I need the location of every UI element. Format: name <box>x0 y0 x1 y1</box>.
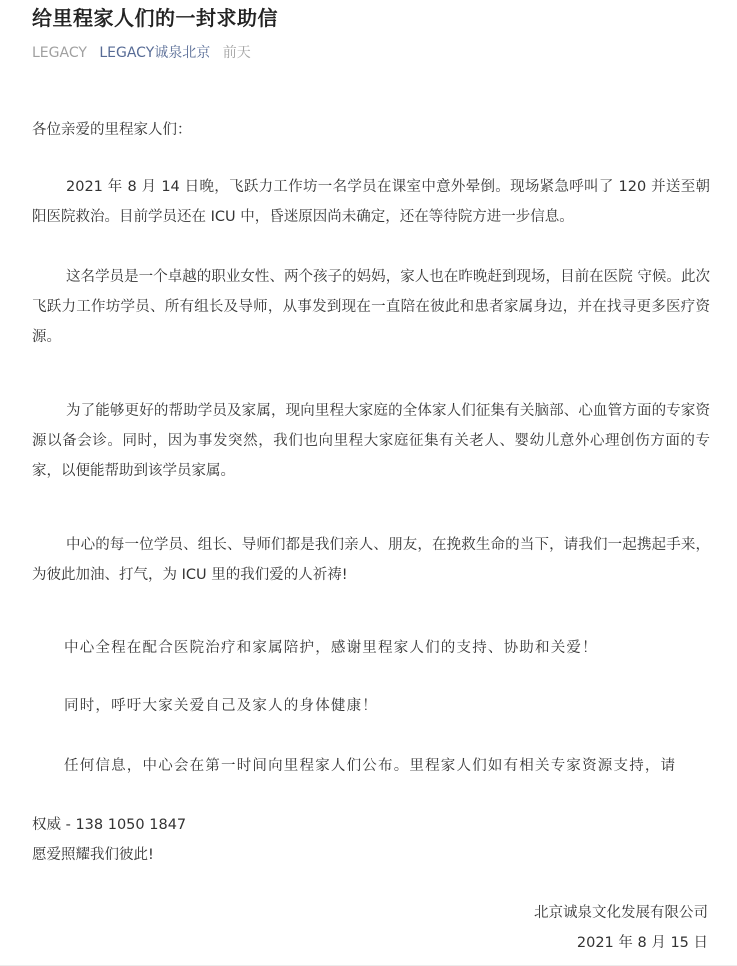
paragraph-4: 中心的每一位学员、组长、导师们都是我们亲人、朋友，在挽救生命的当下，请我们一起携起手来，为彼此加油、打气，为 ICU 里的我们爱的人祈祷! <box>32 537 710 583</box>
article-meta <box>32 43 259 63</box>
paragraph-1: 2021 年 8 月 14 日晚，飞跃力工作坊一名学员在课室中意外晕倒。现场紧急呼叫了 120 并送至朝阳医院救治。目前学员还在 ICU 中，昏迷原因尚未确定，还在等待院方进一步信息。 <box>32 179 710 225</box>
publish-time: 前天 <box>222 45 251 61</box>
account-link[interactable]: LEGACY诚泉北京 <box>99 45 211 61</box>
signature-company: 北京诚泉文化发展有限公司 <box>534 905 708 921</box>
paragraph-2: 这名学员是一个卓越的职业女性、两个孩子的妈妈，家人也在昨晚赶到现场，目前在医院 守候。此次飞跃力工作坊学员、所有组长及导师，从事发到现在一直陪在彼此和患者家属身边，并在找寻更多医疗资源。 <box>32 269 710 345</box>
article-title: 给里程家人们的一封求助信 <box>32 6 278 30</box>
closing-line: 愿爱照耀我们彼此! <box>32 847 154 863</box>
signature-date: 2021 年 8 月 15 日 <box>576 935 708 951</box>
notice-1: 中心全程在配合医院治疗和家属陪护，感谢里程家人们的支持、协助和关爱！ <box>64 640 598 656</box>
contact-phone: 权威 - 138 1050 1847 <box>32 817 187 833</box>
author-name: LEGACY <box>32 45 87 61</box>
notice-2: 同时，呼吁大家关爱自己及家人的身体健康！ <box>64 698 378 714</box>
greeting: 各位亲爱的里程家人们： <box>32 122 192 138</box>
paragraph-3: 为了能够更好的帮助学员及家属，现向里程大家庭的全体家人们征集有关脑部、心血管方面的专家资源以备会诊。同时，因为事发突然，我们也向里程大家庭征集有关老人、婴幼儿意外心理创伤方面的专家，以便能帮助到该学员家属。 <box>32 403 710 479</box>
notice-3: 任何信息，中心会在第一时间向里程家人们公布。里程家人们如有相关专家资源支持，请 <box>64 758 677 774</box>
